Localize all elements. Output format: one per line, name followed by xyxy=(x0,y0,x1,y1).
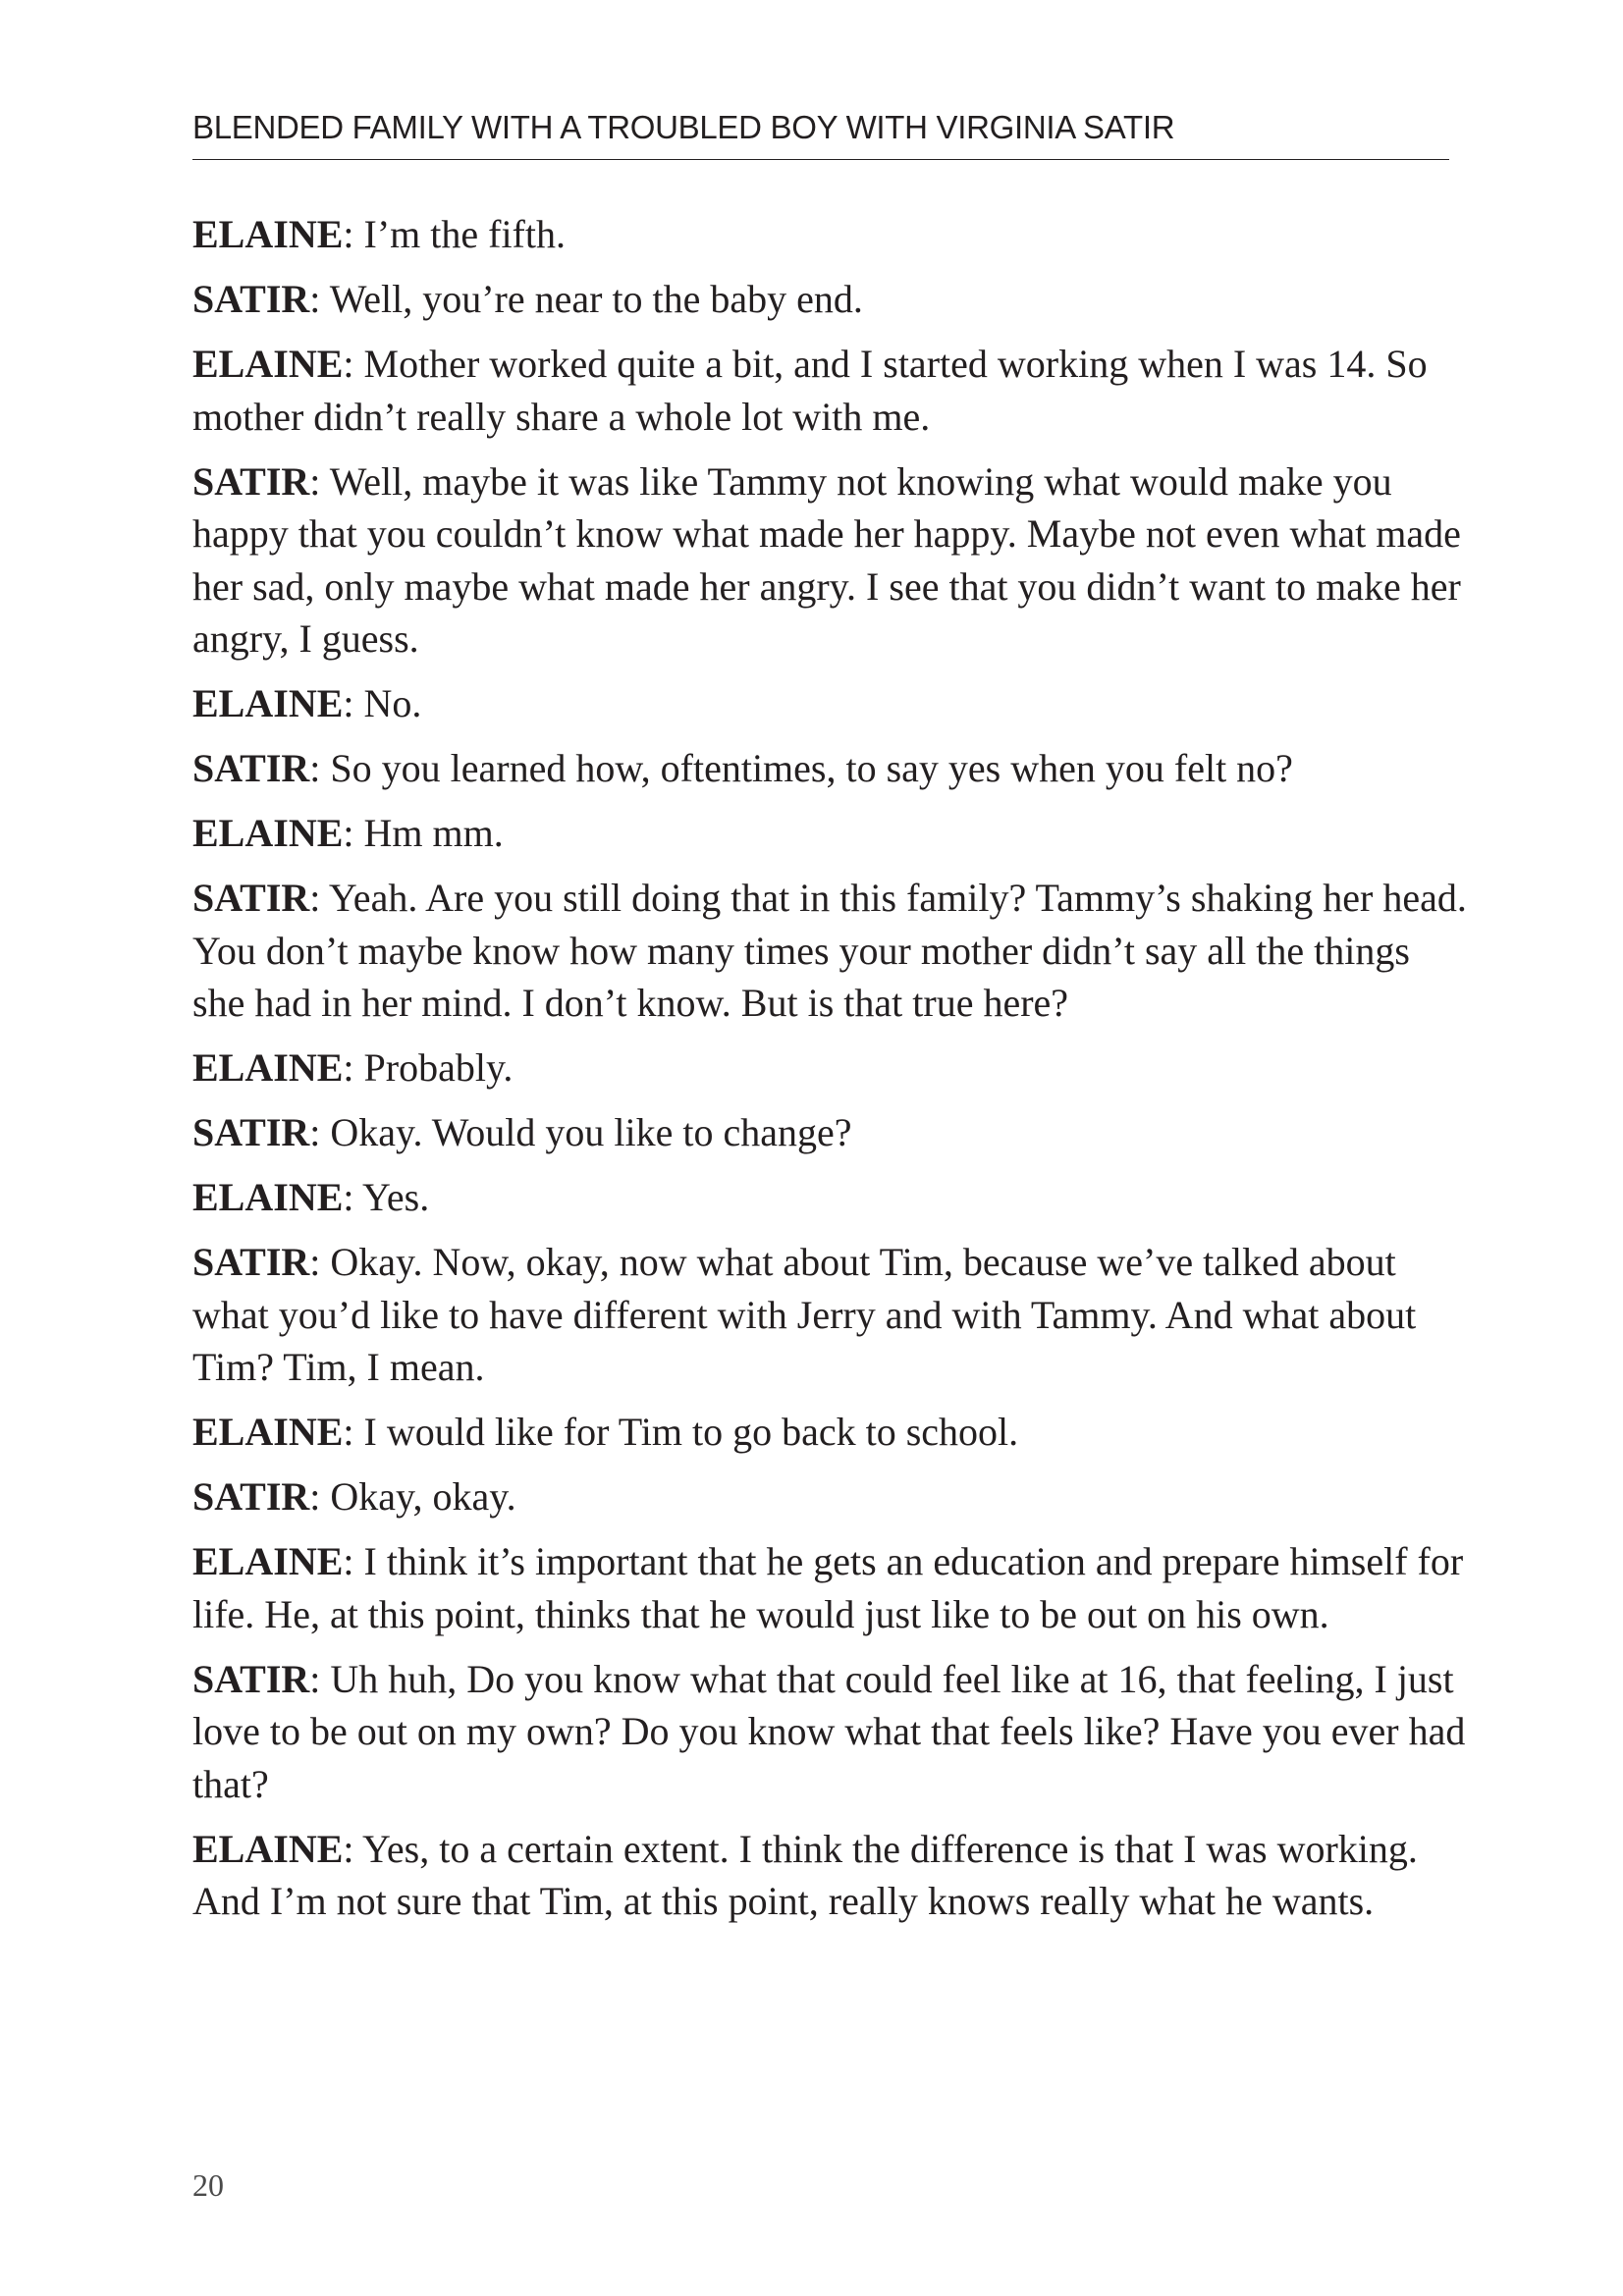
speaker-name: SATIR xyxy=(192,1656,310,1701)
dialogue-turn xyxy=(192,677,1469,730)
speech-text: : I’m the fifth. xyxy=(343,212,566,256)
speaker-name: ELAINE xyxy=(192,1539,344,1583)
dialogue-turn xyxy=(192,807,1469,860)
speaker-name: SATIR xyxy=(192,277,310,321)
transcript xyxy=(192,208,1469,1940)
dialogue-turn xyxy=(192,1406,1469,1459)
dialogue-turn xyxy=(192,1171,1469,1224)
speaker-name: ELAINE xyxy=(192,1175,344,1219)
speech-text: : Yeah. Are you still doing that in this family? Tammy’s shaking her head. You don’t maybe know how many times your mother didn’t say all the things she had in her mind. I don’t know. But is that true here? xyxy=(192,876,1467,1025)
dialogue-turn xyxy=(192,872,1469,1030)
speech-text: : Hm mm. xyxy=(343,811,504,855)
speech-text: : Yes. xyxy=(343,1175,430,1219)
speaker-name: SATIR xyxy=(192,1240,310,1284)
dialogue-turn xyxy=(192,1823,1469,1928)
speech-text: : Well, maybe it was like Tammy not knowing what would make you happy that you couldn’t know what made her happy. Maybe not even what made her sad, only maybe what made her angry. I see that you didn’t want to make her angry, I guess. xyxy=(192,458,1461,661)
speaker-name: SATIR xyxy=(192,746,310,790)
dialogue-turn xyxy=(192,1236,1469,1394)
speech-text: : Mother worked quite a bit, and I started working when I was 14. So mother didn’t really share a whole lot with me. xyxy=(192,342,1428,439)
speaker-name: SATIR xyxy=(192,458,310,504)
dialogue-turn xyxy=(192,742,1469,795)
dialogue-turn xyxy=(192,1535,1469,1640)
speaker-name: ELAINE xyxy=(192,811,344,855)
speech-text: : Probably. xyxy=(343,1045,514,1090)
speech-text: : No. xyxy=(343,681,422,725)
speaker-name: ELAINE xyxy=(192,681,344,725)
speaker-name: SATIR xyxy=(192,1110,310,1154)
speaker-name: ELAINE xyxy=(192,1410,344,1454)
speech-text: : Okay. Would you like to change? xyxy=(309,1110,852,1154)
speech-text: : So you learned how, oftentimes, to say yes when you felt no? xyxy=(309,746,1293,790)
speaker-name: ELAINE xyxy=(192,212,344,256)
speaker-name: ELAINE xyxy=(192,342,344,386)
dialogue-turn xyxy=(192,1653,1469,1811)
speech-text: : Okay. Now, okay, now what about Tim, because we’ve talked about what you’d like to have different with Jerry and with Tammy. And what about Tim? Tim, I mean. xyxy=(192,1240,1417,1389)
speech-text: : Yes, to a certain extent. I think the difference is that I was working. And I’m not sure that Tim, at this point, really knows really what he wants. xyxy=(192,1826,1418,1923)
header-rule xyxy=(192,159,1449,160)
speaker-name: SATIR xyxy=(192,1474,310,1519)
page-number: 20 xyxy=(192,2167,224,2203)
speaker-name: ELAINE xyxy=(192,1045,344,1090)
dialogue-turn xyxy=(192,1470,1469,1523)
dialogue-turn xyxy=(192,338,1469,443)
dialogue-turn xyxy=(192,1041,1469,1095)
speech-text: : I think it’s important that he gets an education and prepare himself for life. He, at this point, thinks that he would just like to be out on his own. xyxy=(192,1539,1464,1636)
speech-text: : Well, you’re near to the baby end. xyxy=(309,277,863,321)
speaker-name: ELAINE xyxy=(192,1826,344,1871)
speaker-name: SATIR xyxy=(192,876,310,920)
dialogue-turn xyxy=(192,1106,1469,1159)
speech-text: : Okay, okay. xyxy=(309,1474,516,1519)
dialogue-turn xyxy=(192,208,1469,261)
speech-text: : I would like for Tim to go back to school. xyxy=(343,1410,1019,1454)
dialogue-turn xyxy=(192,455,1469,666)
speech-text: : Uh huh, Do you know what that could feel like at 16, that feeling, I just love to be out on my own? Do you know what that feels like? Have you ever had that? xyxy=(192,1656,1466,1806)
running-header: BLENDED FAMILY WITH A TROUBLED BOY WITH VIRGINIA SATIR xyxy=(192,109,1175,145)
dialogue-turn xyxy=(192,273,1469,326)
